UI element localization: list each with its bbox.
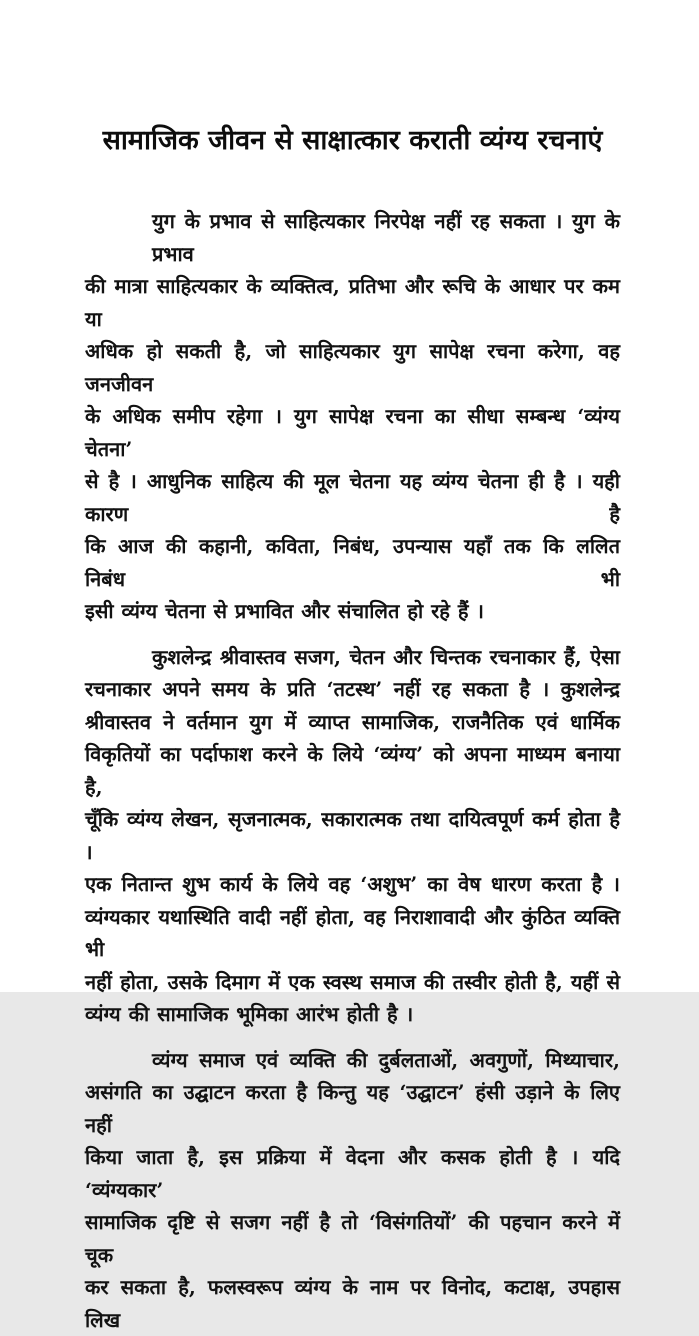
text-line: व्यंग्य की सामाजिक भूमिका आरंभ होती है । — [85, 998, 620, 1031]
text-line: किया जाता है, इस प्रक्रिया में वेदना और कसक होती है । यदि ‘व्यंग्यकार’ — [85, 1141, 620, 1206]
paragraph — [85, 641, 620, 1031]
paragraph — [85, 1044, 620, 1336]
text-line: से है । आधुनिक साहित्य की मूल चेतना यह व्यंग्य चेतना ही है । यही कारण है — [85, 465, 620, 530]
text-line: युग के प्रभाव से साहित्यकार निरपेक्ष नहीं रह सकता । युग के प्रभाव — [85, 205, 620, 270]
text-line: विकृतियों का पर्दाफाश करने के लिये ‘व्यंग्य’ को अपना माध्यम बनाया है, — [85, 738, 620, 803]
text-line: व्यंग्यकार यथास्थिति वादी नहीं होता, वह निराशावादी और कुंठित व्यक्ति भी — [85, 901, 620, 966]
document-title: सामाजिक जीवन से साक्षात्कार कराती व्यंग्य रचनाएं — [85, 123, 620, 159]
text-line: चूँकि व्यंग्य लेखन, सृजनात्मक, सकारात्मक तथा दायित्वपूर्ण कर्म होता है । — [85, 803, 620, 868]
text-line: श्रीवास्तव ने वर्तमान युग में व्याप्त सामाजिक, राजनैतिक एवं धार्मिक — [85, 706, 620, 739]
paragraph — [85, 205, 620, 628]
text-line: नहीं होता, उसके दिमाग में एक स्वस्थ समाज की तस्वीर होती है, यहीं से — [85, 966, 620, 999]
text-line: की मात्रा साहित्यकार के व्यक्तित्व, प्रतिभा और रूचि के आधार पर कम या — [85, 270, 620, 335]
text-line: व्यंग्य समाज एवं व्यक्ति की दुर्बलताओं, अवगुणों, मिथ्याचार, — [85, 1044, 620, 1077]
text-line: रचनाकार अपने समय के प्रति ‘तटस्थ’ नहीं रह सकता है । कुशलेन्द्र — [85, 673, 620, 706]
text-line: इसी व्यंग्य चेतना से प्रभावित और संचालित हो रहे हैं । — [85, 595, 620, 628]
text-line: के अधिक समीप रहेगा । युग सापेक्ष रचना का सीधा सम्बन्ध ‘व्यंग्य चेतना’ — [85, 400, 620, 465]
document-body — [85, 205, 620, 1336]
text-line: अधिक हो सकती है, जो साहित्यकार युग सापेक्ष रचना करेगा, वह जनजीवन — [85, 335, 620, 400]
text-line: असंगति का उद्घाटन करता है किन्तु यह ‘उद्घाटन’ हंसी उड़ाने के लिए नहीं — [85, 1076, 620, 1141]
text-line: कर सकता है, फलस्वरूप व्यंग्य के नाम पर विनोद, कटाक्ष, उपहास लिख — [85, 1271, 620, 1336]
text-line: एक नितान्त शुभ कार्य के लिये वह ‘अशुभ’ का वेष धारण करता है । — [85, 868, 620, 901]
text-line: कि आज की कहानी, कविता, निबंध, उपन्यास यहाँ तक कि ललित निबंध भी — [85, 530, 620, 595]
text-line: सामाजिक दृष्टि से सजग नहीं है तो ‘विसंगतियों’ की पहचान करने में चूक — [85, 1206, 620, 1271]
text-line: कुशलेन्द्र श्रीवास्तव सजग, चेतन और चिन्तक रचनाकार हैं, ऐसा — [85, 641, 620, 674]
